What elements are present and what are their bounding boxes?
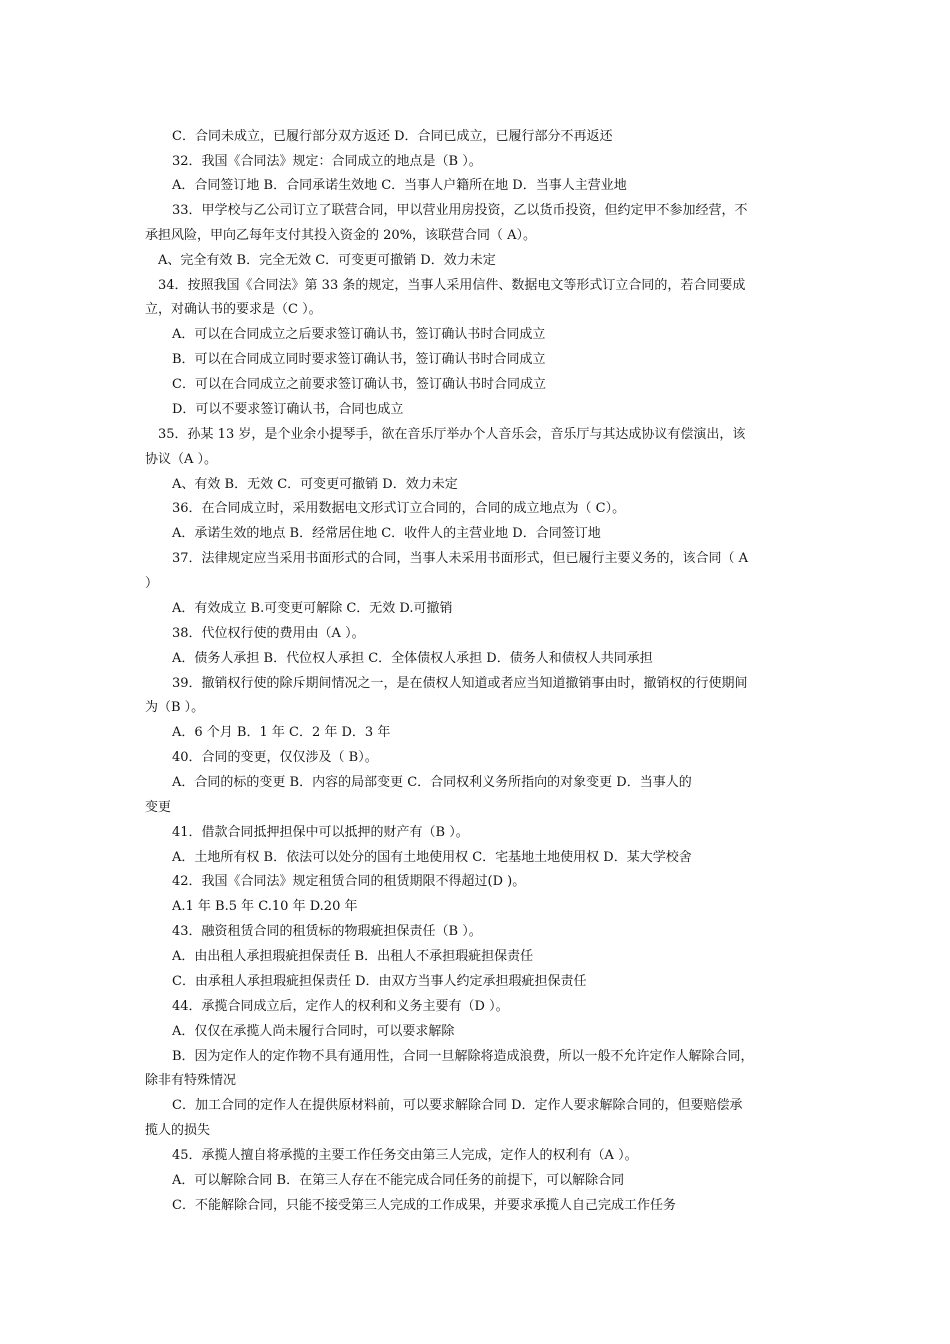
question-34-cont: 立，对确认书的要求是（C ）。 <box>145 302 322 317</box>
question-33-cont: 承担风险，甲向乙每年支付其投入资金的 20%，该联营合同（ A）。 <box>145 228 537 243</box>
option-34-d: D．可以不要求签订确认书，合同也成立 <box>172 402 404 417</box>
options-36: A．承诺生效的地点 B．经常居住地 C．收件人的主营业地 D．合同签订地 <box>172 526 601 541</box>
option-34-b: B．可以在合同成立同时要求签订确认书，签订确认书时合同成立 <box>172 352 546 367</box>
options-32: A．合同签订地 B．合同承诺生效地 C．当事人户籍所在地 D．当事人主营业地 <box>172 178 627 193</box>
option-44-b: B．因为定作人的定作物不具有通用性，合同一旦解除将造成浪费，所以一般不允许定作人解除合同， <box>172 1049 754 1064</box>
question-44: 44．承揽合同成立后，定作人的权利和义务主要有（D ）。 <box>172 999 509 1014</box>
question-42: 42．我国《合同法》规定租赁合同的租赁期限不得超过(D )。 <box>172 874 526 889</box>
question-34: 34．按照我国《合同法》第 33 条的规定，当事人采用信件、数据电文等形式订立合同的，若合同要成 <box>158 278 746 293</box>
options-41: A．土地所有权 B．依法可以处分的国有土地使用权 C．宅基地土地使用权 D．某大学校舍 <box>172 850 692 865</box>
options-40-cont: 变更 <box>145 800 172 815</box>
question-38: 38．代位权行使的费用由（A ）。 <box>172 626 365 641</box>
option-44-d-cont: 揽人的损失 <box>145 1123 211 1138</box>
text-line: C．合同未成立，已履行部分双方返还 D．合同已成立，已履行部分不再返还 <box>172 129 613 144</box>
option-45-c: C．不能解除合同，只能不接受第三人完成的工作成果，并要求承揽人自己完成工作任务 <box>172 1198 676 1213</box>
options-40: A．合同的标的变更 B．内容的局部变更 C．合同权利义务所指向的对象变更 D．当事人的 <box>172 775 692 790</box>
options-39: A．6 个月 B．1 年 C．2 年 D．3 年 <box>172 725 391 740</box>
options-38: A．债务人承担 B．代位权人承担 C．全体债权人承担 D．债务人和债权人共同承担 <box>172 651 653 666</box>
question-35: 35．孙某 13 岁，是个业余小提琴手，欲在音乐厅举办个人音乐会，音乐厅与其达成协议有偿演出，该 <box>158 427 746 442</box>
question-40: 40．合同的变更，仅仅涉及（ B）。 <box>172 750 378 765</box>
option-44-a: A．仅仅在承揽人尚未履行合同时，可以要求解除 <box>172 1024 455 1039</box>
question-39-cont: 为（B ）。 <box>145 700 205 715</box>
question-39: 39．撤销权行使的除斥期间情况之一，是在债权人知道或者应当知道撤销事由时，撤销权的行使期间 <box>172 676 748 691</box>
options-43-cd: C．由承租人承担瑕疵担保责任 D．由双方当事人约定承担瑕疵担保责任 <box>172 974 587 989</box>
question-33: 33．甲学校与乙公司订立了联营合同，甲以营业用房投资，乙以货币投资，但约定甲不参加经营，不 <box>172 203 748 218</box>
options-37: A．有效成立 B.可变更可解除 C．无效 D.可撤销 <box>172 601 453 616</box>
options-35: A、有效 B．无效 C．可变更可撤销 D．效力未定 <box>172 477 458 492</box>
question-36: 36．在合同成立时，采用数据电文形式订立合同的，合同的成立地点为（ C）。 <box>172 501 626 516</box>
question-32: 32．我国《合同法》规定：合同成立的地点是（B ）。 <box>172 154 482 169</box>
question-37-cont: ） <box>145 576 159 591</box>
option-34-a: A．可以在合同成立之后要求签订确认书，签订确认书时合同成立 <box>172 327 546 342</box>
question-35-cont: 协议（A ）。 <box>145 452 218 467</box>
question-37: 37．法律规定应当采用书面形式的合同，当事人未采用书面形式，但已履行主要义务的，该合同（ A <box>172 551 749 566</box>
options-33: A、完全有效 B．完全无效 C．可变更可撤销 D．效力未定 <box>158 253 496 268</box>
question-45: 45．承揽人擅自将承揽的主要工作任务交由第三人完成，定作人的权利有（A ）。 <box>172 1148 638 1163</box>
question-41: 41．借款合同抵押担保中可以抵押的财产有（B ）。 <box>172 825 469 840</box>
options-45-ab: A．可以解除合同 B．在第三人存在不能完成合同任务的前提下，可以解除合同 <box>172 1173 625 1188</box>
question-43: 43．融资租赁合同的租赁标的物瑕疵担保责任（B ）。 <box>172 924 482 939</box>
option-44-b-cont: 除非有特殊情况 <box>145 1073 237 1088</box>
options-43-ab: A．由出租人承担瑕疵担保责任 B．出租人不承担瑕疵担保责任 <box>172 949 534 964</box>
option-34-c: C．可以在合同成立之前要求签订确认书，签订确认书时合同成立 <box>172 377 546 392</box>
options-42: A.1 年 B.5 年 C.10 年 D.20 年 <box>172 899 358 914</box>
option-44-cd: C．加工合同的定作人在提供原材料前，可以要求解除合同 D．定作人要求解除合同的，但要赔偿承 <box>172 1098 743 1113</box>
